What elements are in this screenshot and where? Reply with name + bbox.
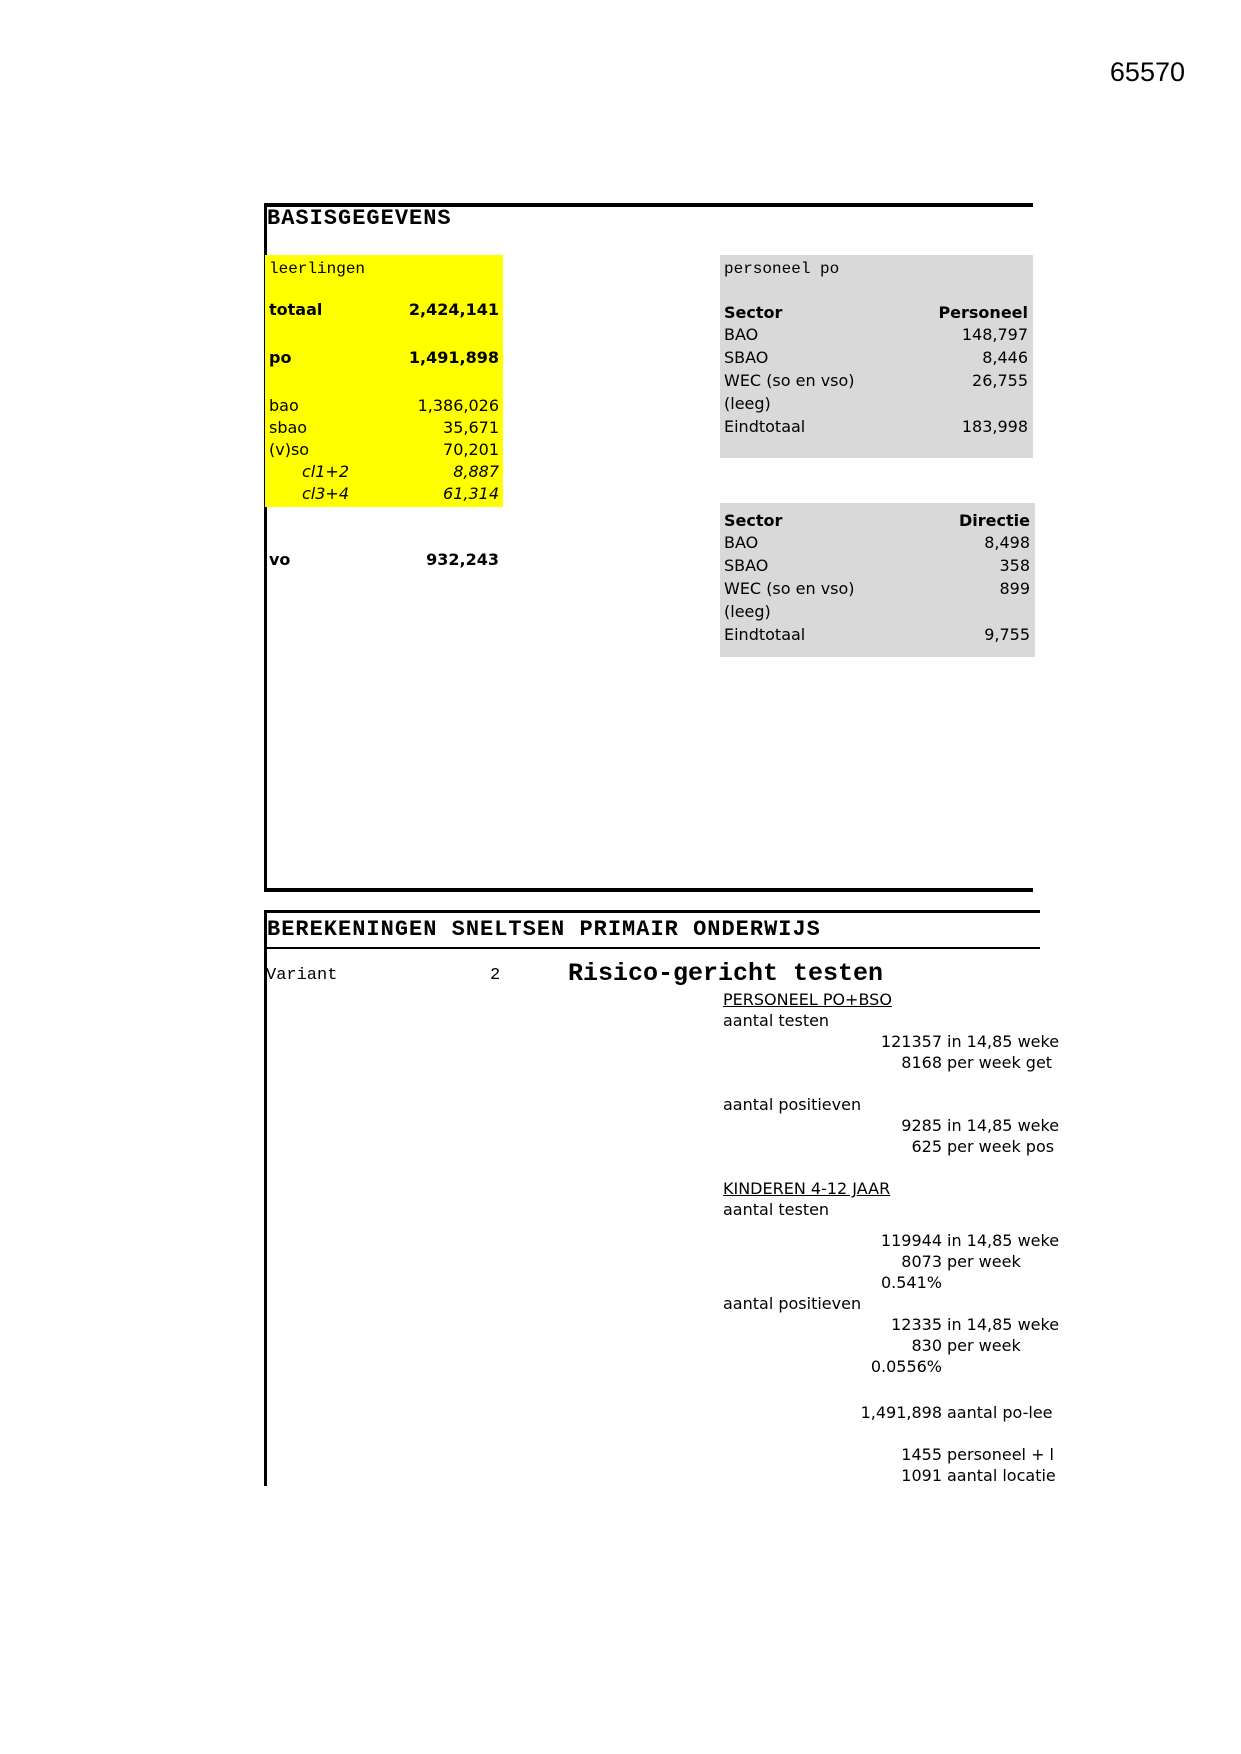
calc-line-label: KINDEREN 4-12 JAAR <box>723 1179 891 1198</box>
value-cell: 9,755 <box>984 625 1030 644</box>
calc-line-text: in 14,85 weke <box>947 1315 1060 1334</box>
calc-line <box>264 1336 1074 1357</box>
vo-value: 932,243 <box>426 550 499 569</box>
leerlingen-row-value: 1,386,026 <box>417 396 499 415</box>
sector-cell: BAO <box>724 533 759 552</box>
leerlingen-row-value: 35,671 <box>443 418 499 437</box>
calc-line <box>264 1403 1074 1424</box>
berekeningen-title: BEREKENINGEN SNELTSEN PRIMAIR ONDERWIJS <box>267 917 821 942</box>
sector-cell: SBAO <box>724 348 769 367</box>
calc-line-text: per week <box>947 1252 1021 1271</box>
calc-line <box>264 990 1074 1011</box>
page-number: 65570 <box>1109 57 1185 87</box>
calc-line-number: 8073 <box>901 1252 942 1271</box>
leerlingen-row <box>265 484 503 506</box>
personeel-column-header: Personeel <box>938 303 1028 322</box>
leerlingen-row <box>265 440 503 462</box>
personeel-po-table-title: personeel po <box>724 260 840 278</box>
calc-line <box>264 1445 1074 1466</box>
value-cell: 358 <box>999 556 1030 575</box>
calc-line <box>264 1466 1074 1487</box>
calc-line-number: 0.0556% <box>870 1357 942 1376</box>
leerlingen-row-label: bao <box>269 396 299 415</box>
leerlingen-row-label: cl1+2 <box>302 462 350 481</box>
calc-line-number: 625 <box>911 1137 942 1156</box>
calc-line <box>264 1179 1074 1200</box>
calc-line-text: in 14,85 weke <box>947 1231 1060 1250</box>
calc-line <box>264 1315 1074 1336</box>
leerlingen-table <box>265 255 503 507</box>
table-row <box>720 625 1035 648</box>
value-cell: 8,446 <box>982 348 1028 367</box>
calc-line-label: aantal testen <box>723 1200 830 1219</box>
calc-line <box>264 1200 1074 1221</box>
calc-line-number: 1091 <box>901 1466 942 1485</box>
vo-row <box>265 550 503 572</box>
calc-line <box>264 1221 1074 1231</box>
leerlingen-row-value: 70,201 <box>443 440 499 459</box>
sector-cell: SBAO <box>724 556 769 575</box>
leerlingen-row <box>265 396 503 418</box>
sector-cell: Eindtotaal <box>724 417 806 436</box>
calc-line-text: per week get <box>947 1053 1053 1072</box>
leerlingen-row-label: (v)so <box>269 440 310 459</box>
personeel-po-table <box>720 255 1033 458</box>
calc-line-number: 830 <box>911 1336 942 1355</box>
calc-line-text: personeel + l <box>947 1445 1054 1464</box>
table-row <box>720 371 1033 394</box>
variant-value: 2 <box>490 966 501 985</box>
personeel-po-table-header <box>720 303 1033 325</box>
calc-line-number: 9285 <box>901 1116 942 1135</box>
value-cell: 148,797 <box>961 325 1028 344</box>
leerlingen-row <box>265 322 503 348</box>
calc-line <box>264 1231 1074 1252</box>
table-row <box>720 394 1033 417</box>
calc-line-label: aantal testen <box>723 1011 830 1030</box>
calc-line-text: per week pos <box>947 1137 1055 1156</box>
leerlingen-row-label: po <box>269 348 292 367</box>
calc-line <box>264 1378 1074 1399</box>
calculation-lines <box>264 990 1074 1487</box>
calc-line <box>264 1095 1074 1116</box>
sector-column-header: Sector <box>724 511 783 530</box>
leerlingen-row-value: 2,424,141 <box>408 300 499 319</box>
leerlingen-row <box>265 418 503 440</box>
leerlingen-table-title: leerlingen <box>269 260 366 278</box>
value-cell: 26,755 <box>972 371 1028 390</box>
calc-line-text: per week <box>947 1336 1021 1355</box>
calc-line <box>264 1294 1074 1315</box>
calc-line <box>264 1424 1074 1445</box>
calc-line <box>264 1158 1074 1179</box>
leerlingen-row-label: cl3+4 <box>302 484 350 503</box>
vo-label: vo <box>269 550 291 569</box>
calc-line <box>264 1032 1074 1053</box>
calc-line-text: aantal po-lee <box>947 1403 1053 1422</box>
calc-line-label: PERSONEEL PO+BSO <box>723 990 892 1009</box>
calc-line-text: aantal locatie <box>947 1466 1056 1485</box>
leerlingen-row-label: sbao <box>269 418 308 437</box>
sector-cell: BAO <box>724 325 759 344</box>
variant-name: Risico-gericht testen <box>568 959 884 988</box>
calc-line <box>264 1011 1074 1032</box>
leerlingen-row-value: 1,491,898 <box>408 348 499 367</box>
variant-label: Variant <box>266 966 338 985</box>
leerlingen-row-value: 8,887 <box>453 462 499 481</box>
calc-line-number: 121357 <box>880 1032 942 1051</box>
calc-line-text: in 14,85 weke <box>947 1032 1060 1051</box>
table-row <box>720 556 1035 579</box>
table-row <box>720 417 1033 440</box>
leerlingen-row <box>265 348 503 370</box>
sector-cell: (leeg) <box>724 394 771 413</box>
calc-line <box>264 1137 1074 1158</box>
table-row <box>720 602 1035 625</box>
title-underline-rule <box>264 947 1040 949</box>
sector-cell: (leeg) <box>724 602 771 621</box>
directie-table <box>720 503 1035 657</box>
basisgegevens-title: BASISGEGEVENS <box>267 206 452 231</box>
calc-line <box>264 1116 1074 1137</box>
personeel-po-table-rows <box>720 325 1033 440</box>
calc-line <box>264 1357 1074 1378</box>
leerlingen-row <box>265 462 503 484</box>
table-row <box>720 579 1035 602</box>
calc-line-number: 0.541% <box>880 1273 942 1292</box>
table-row <box>720 348 1033 371</box>
calc-line-number: 12335 <box>891 1315 942 1334</box>
leerlingen-row-value: 61,314 <box>443 484 499 503</box>
leerlingen-rows <box>265 300 503 506</box>
sector-cell: Eindtotaal <box>724 625 806 644</box>
calc-line <box>264 1273 1074 1294</box>
table-row <box>720 533 1035 556</box>
value-cell: 183,998 <box>961 417 1028 436</box>
table-row <box>720 325 1033 348</box>
calc-line-number: 1,491,898 <box>860 1403 942 1422</box>
leerlingen-row <box>265 300 503 322</box>
sector-cell: WEC (so en vso) <box>724 579 855 598</box>
calc-line-label: aantal positieven <box>723 1095 862 1114</box>
directie-table-rows <box>720 533 1035 648</box>
value-cell: 8,498 <box>984 533 1030 552</box>
value-cell: 899 <box>999 579 1030 598</box>
leerlingen-row <box>265 370 503 396</box>
sector-cell: WEC (so en vso) <box>724 371 855 390</box>
calc-line-text: in 14,85 weke <box>947 1116 1060 1135</box>
sector-column-header: Sector <box>724 303 783 322</box>
calc-line <box>264 1074 1074 1095</box>
calc-line-number: 8168 <box>901 1053 942 1072</box>
calc-line <box>264 1053 1074 1074</box>
calc-line-number: 119944 <box>880 1231 942 1250</box>
directie-table-header <box>720 511 1035 533</box>
calc-line-label: aantal positieven <box>723 1294 862 1313</box>
directie-column-header: Directie <box>959 511 1030 530</box>
calc-line <box>264 1252 1074 1273</box>
leerlingen-row-label: totaal <box>269 300 323 319</box>
calc-line-number: 1455 <box>901 1445 942 1464</box>
